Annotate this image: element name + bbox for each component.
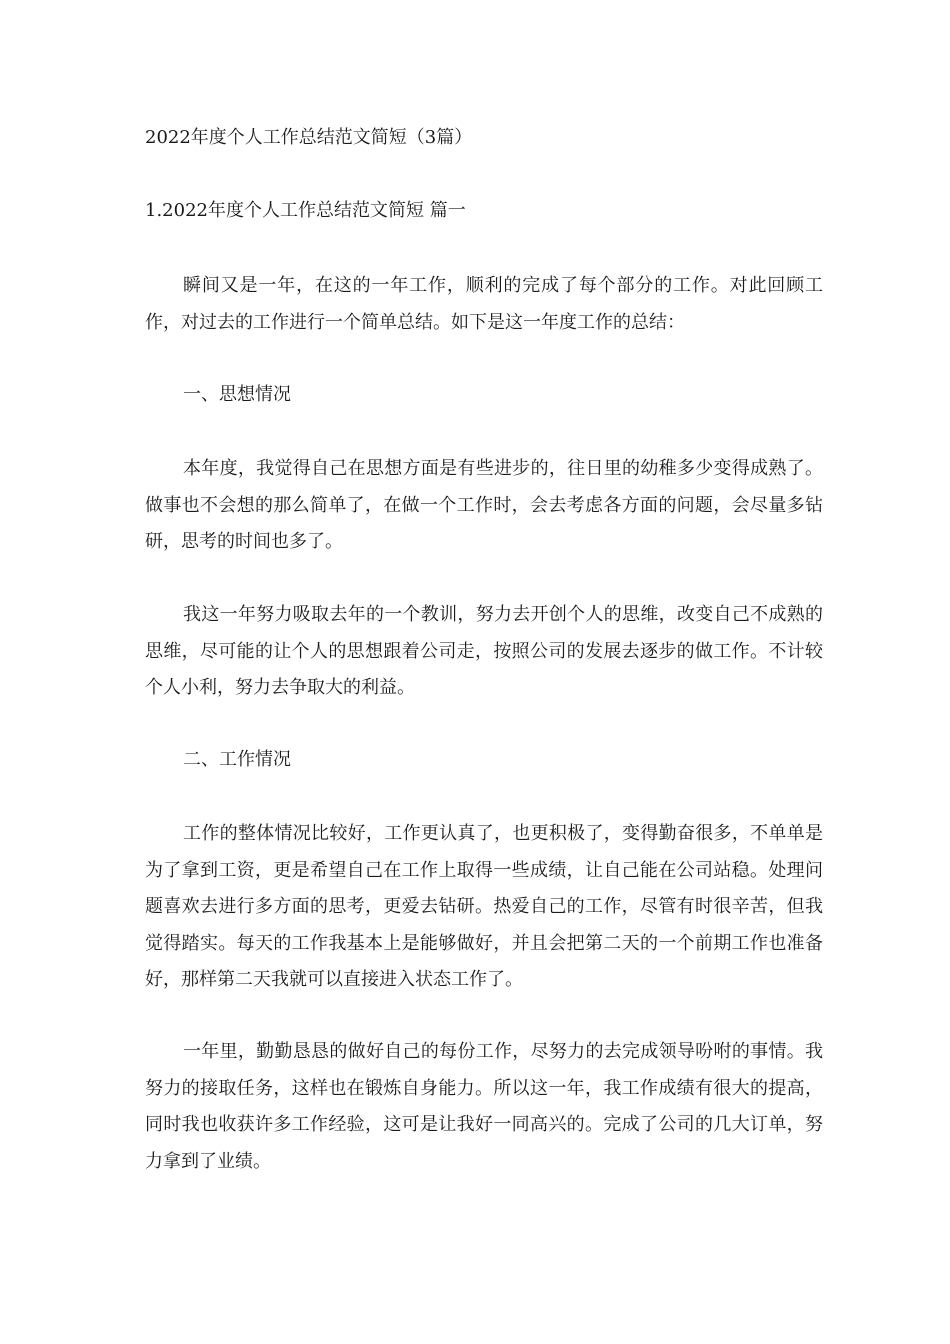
paragraph-work-2: 一年里，勤勤恳恳的做好自己的每份工作，尽努力的去完成领导吩咐的事情。我努力的接取任务，这样也在锻炼自身能力。所以这一年，我工作成绩有很大的提高，同时我也收获许多工作经验，这可是让我好一同高兴的。完成了公司的几大订单，努力拿到了业绩。 — [145, 1041, 823, 1172]
section-title: 1.2022年度个人工作总结范文简短 篇一 — [145, 200, 466, 221]
document-title: 2022年度个人工作总结范文简短（3篇） — [145, 127, 473, 148]
heading-work: 二、工作情况 — [183, 749, 291, 770]
paragraph-work-1: 工作的整体情况比较好，工作更认真了，也更积极了，变得勤奋很多，不单单是为了拿到工资，更是希望自己在工作上取得一些成绩，让自己能在公司站稳。处理问题喜欢去进行多方面的思考，更爱去钻研。热爱自己的工作，尽管有时很辛苦，但我觉得踏实。每天的工作我基本上是能够做好，并且会把第二天的一个前期工作也准备好，那样第二天我就可以直接进入状态工作了。 — [145, 823, 823, 990]
heading-thoughts: 一、思想情况 — [183, 384, 291, 405]
paragraph-intro: 瞬间又是一年，在这的一年工作，顺利的完成了每个部分的工作。对此回顾工作，对过去的工作进行一个简单总结。如下是这一年度工作的总结： — [145, 275, 823, 333]
paragraph-thoughts-2: 我这一年努力吸取去年的一个教训，努力去开创个人的思维，改变自己不成熟的思维，尽可能的让个人的思想跟着公司走，按照公司的发展去逐步的做工作。不计较个人小利，努力去争取大的利益。 — [145, 604, 823, 698]
paragraph-thoughts-1: 本年度，我觉得自己在思想方面是有些进步的，往日里的幼稚多少变得成熟了。做事也不会想的那么简单了，在做一个工作时，会去考虑各方面的问题，会尽量多钻研，思考的时间也多了。 — [145, 458, 823, 552]
